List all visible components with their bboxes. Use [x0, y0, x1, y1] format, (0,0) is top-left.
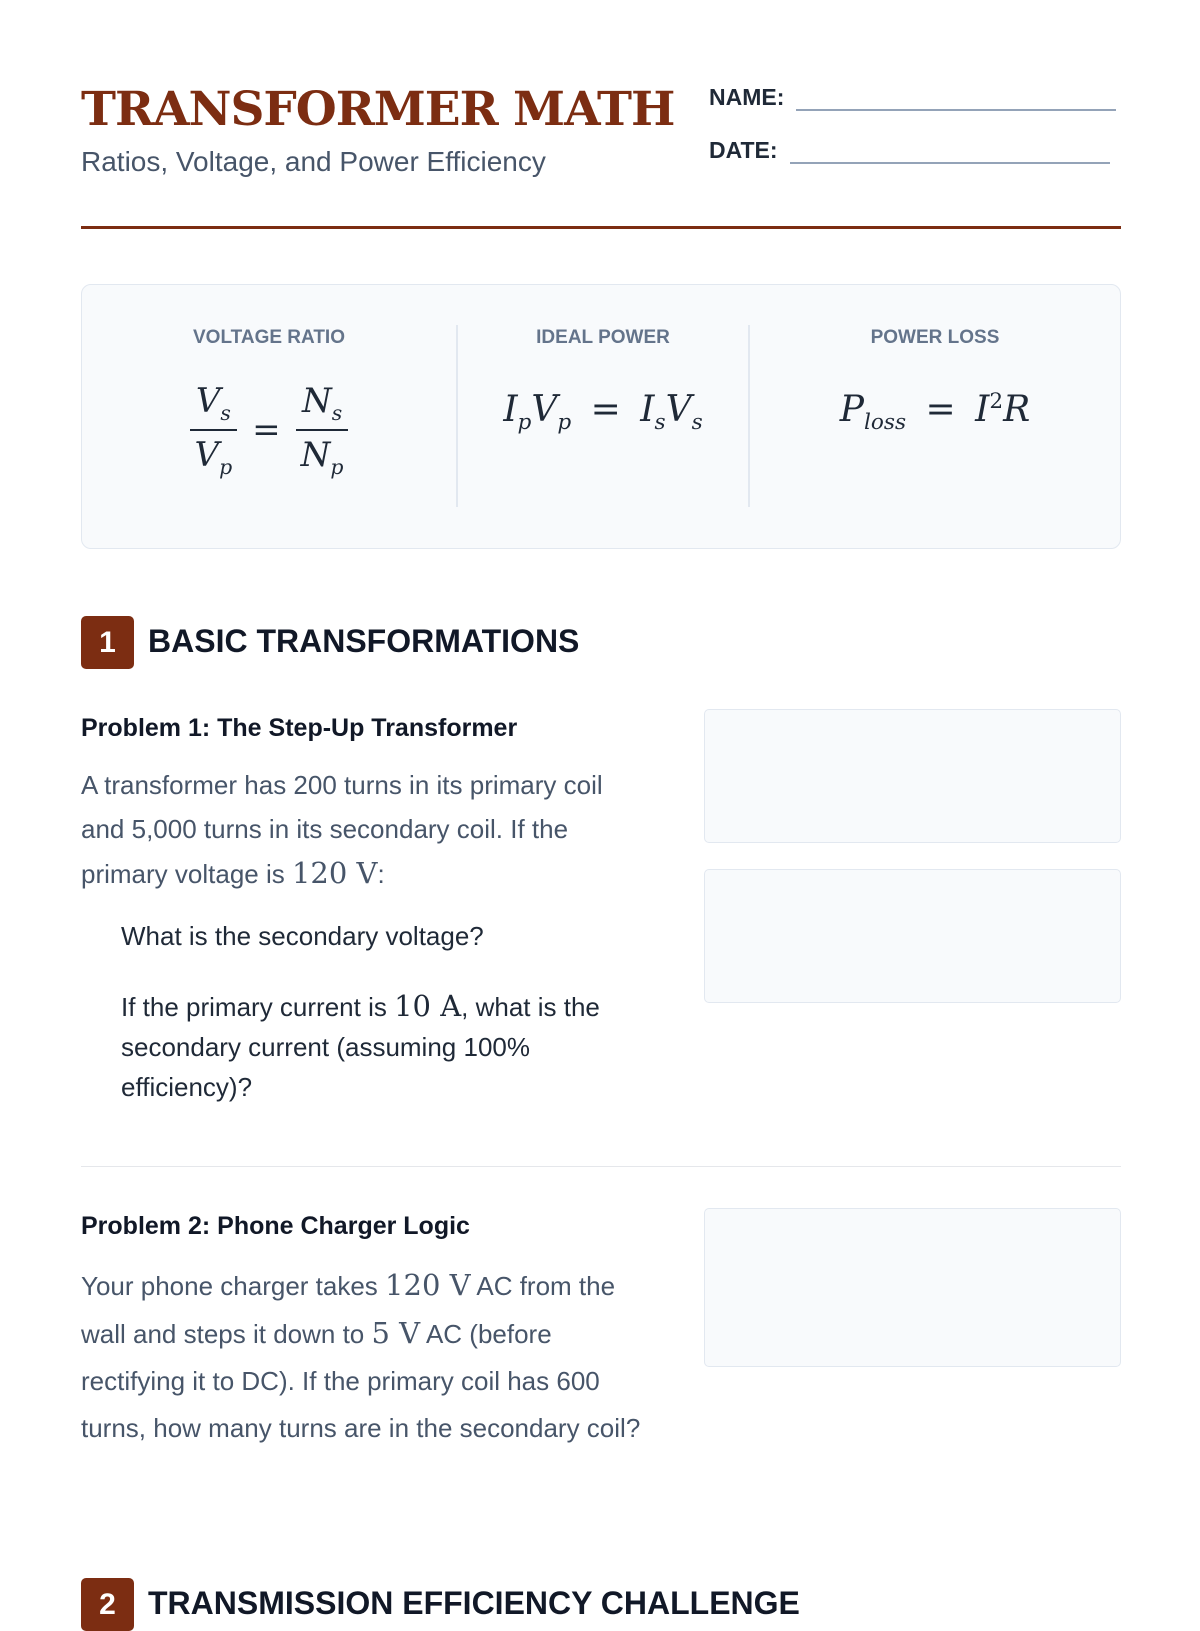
formula-reference-box: [81, 284, 1121, 549]
section-title: BASIC TRANSFORMATIONS: [148, 623, 580, 659]
formula-label: POWER LOSS: [870, 327, 1000, 348]
problem-1-question-b: [121, 986, 651, 1107]
problem-2-text-part: AC from the wall and steps it down to: [81, 1271, 616, 1349]
problem-2-text: [81, 1262, 641, 1452]
answer-box-problem-1a[interactable]: [704, 709, 1121, 843]
formula-ideal-power: [458, 285, 748, 548]
formula-voltage-ratio: [82, 285, 456, 548]
section-title: TRANSMISSION EFFICIENCY CHALLENGE: [148, 1585, 800, 1621]
formula-label: IDEAL POWER: [536, 327, 670, 348]
problem-2-title: Problem 2: Phone Charger Logic: [81, 1212, 470, 1240]
primary-voltage-value: 120 V: [291, 856, 378, 890]
page-title: TRANSFORMER MATH: [81, 82, 675, 137]
problem-1-text: [81, 763, 641, 896]
problem-divider: [81, 1166, 1121, 1167]
question-b-text-part: If the primary current is: [121, 992, 387, 1022]
formula-power-loss: [750, 285, 1120, 548]
problem-1-text-part: :: [377, 859, 385, 889]
header-divider: [81, 226, 1121, 229]
problem-1-text-part: A transformer has 200 turns in its primary coil and 5,000 turns in its secondary coil. If the primary voltage is: [81, 770, 603, 889]
input-voltage-value: 120 V: [385, 1268, 471, 1302]
page-subtitle: Ratios, Voltage, and Power Efficiency: [81, 146, 546, 177]
problem-2-text-part: AC (before rectifying it to DC). If the primary coil has 600 turns, how many turns are in the secondary coil?: [81, 1319, 641, 1443]
problem-1-question-a: What is the secondary voltage?: [121, 921, 484, 951]
ideal-power-equation: $I_pV_p = I_sV_s$: [503, 389, 703, 436]
primary-current-value: 10 A: [394, 989, 462, 1023]
question-b-text-part: , what is the secondary current (assuming 100% efficiency)?: [121, 992, 600, 1102]
section-number-badge: 2: [81, 1578, 134, 1631]
answer-box-problem-1b[interactable]: [704, 869, 1121, 1003]
answer-box-problem-2[interactable]: [704, 1208, 1121, 1367]
problem-1-title: Problem 1: The Step-Up Transformer: [81, 714, 518, 742]
voltage-ratio-equation: $\frac{V_s}{V_p}$ = $\frac{N_s}{N_p}$: [82, 381, 456, 479]
date-label: DATE:: [709, 137, 778, 163]
worksheet-page: [81, 0, 1121, 1621]
section-number-badge: 1: [81, 616, 134, 669]
name-input-line[interactable]: [796, 85, 1116, 111]
power-loss-equation: $P_{loss} = I^2R$: [839, 389, 1031, 436]
date-field: [709, 137, 1110, 164]
problem-2-text-part: Your phone charger takes: [81, 1271, 378, 1301]
output-voltage-value: 5 V: [371, 1316, 421, 1350]
name-label: NAME:: [709, 84, 785, 110]
date-input-line[interactable]: [790, 138, 1110, 164]
name-field: [709, 84, 1116, 111]
formula-label: VOLTAGE RATIO: [193, 327, 345, 348]
